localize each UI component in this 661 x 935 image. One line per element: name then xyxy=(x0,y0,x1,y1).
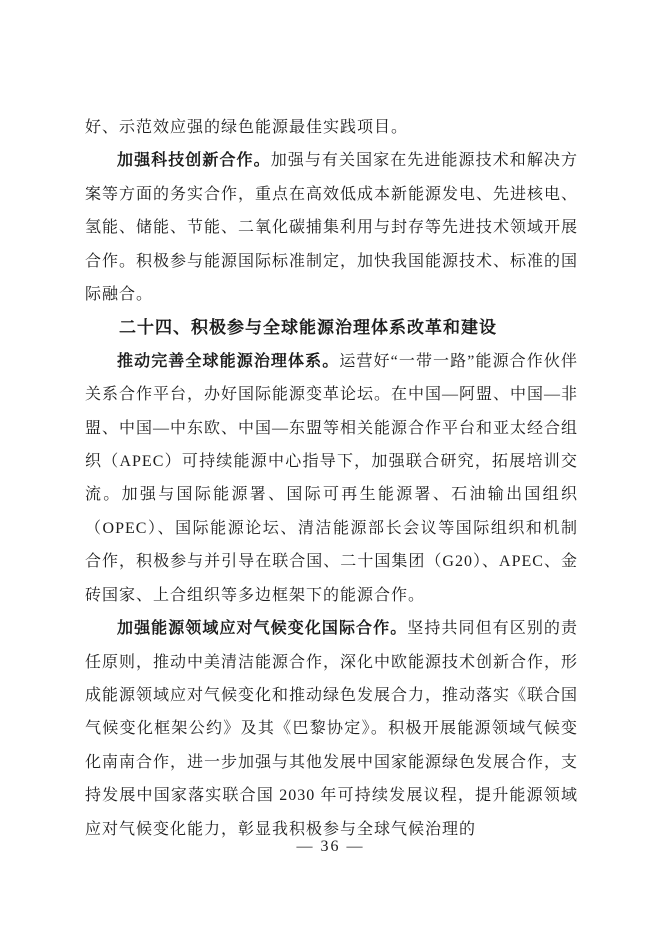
paragraph-global-governance xyxy=(85,345,578,612)
paragraph-science-cooperation-body: 加强与有关国家在先进能源技术和解决方案等方面的务实合作，重点在高效低成本新能源发电、先进核电、氢能、储能、节能、二氧化碳捕集利用与封存等先进技术领域开展合作。积极参与能源国际标准制定，加快我国能源技术、标准的国际融合。 xyxy=(85,152,579,304)
paragraph-global-governance-body: 运营好“一带一路”能源合作伙伴关系合作平台，办好国际能源变革论坛。在中国—阿盟、中国—非盟、中国—中东欧、中国—东盟等相关能源合作平台和亚太经合组织（APEC）可持续能源中心指导下，加强联合研究，拓展培训交流。加强与国际能源署、国际可再生能源署、石油输出国组织（OPEC）、国际能源论坛、清洁能源部长会议等国际组织和机制合作，积极参与并引导在联合国、二十国集团（G20）、APEC、金砖国家、上合组织等多边框架下的能源合作。 xyxy=(85,352,579,604)
paragraph-science-cooperation-lead: 加强科技创新合作。 xyxy=(117,152,271,170)
paragraph-climate-cooperation-lead: 加强能源领域应对气候变化国际合作。 xyxy=(117,620,408,638)
page-number: — 36 — xyxy=(296,838,365,855)
paragraph-science-cooperation xyxy=(85,144,578,311)
paragraph-climate-cooperation xyxy=(85,612,578,846)
paragraph-continuation-text: 好、示范效应强的绿色能源最佳实践项目。 xyxy=(85,119,409,136)
paragraph-global-governance-lead: 推动完善全球能源治理体系。 xyxy=(117,352,340,370)
document-body xyxy=(85,111,578,846)
section-heading: 二十四、积极参与全球能源治理体系改革和建设 xyxy=(119,318,497,338)
paragraph-climate-cooperation-body: 坚持共同但有区别的责任原则，推动中美清洁能源合作，深化中欧能源技术创新合作，形成能源领域应对气候变化和推动绿色发展合力，推动落实《联合国气候变化框架公约》及其《巴黎协定》。积极开展能源领域气候变化南南合作，进一步加强与其他发展中国家能源绿色发展合作，支持发展中国家落实联合国 2030 年可持续发展议程，提升能源领域应对气候变化能力，彰显我积极参与全球气候治理的 xyxy=(85,620,579,838)
paragraph-continuation xyxy=(85,111,578,144)
